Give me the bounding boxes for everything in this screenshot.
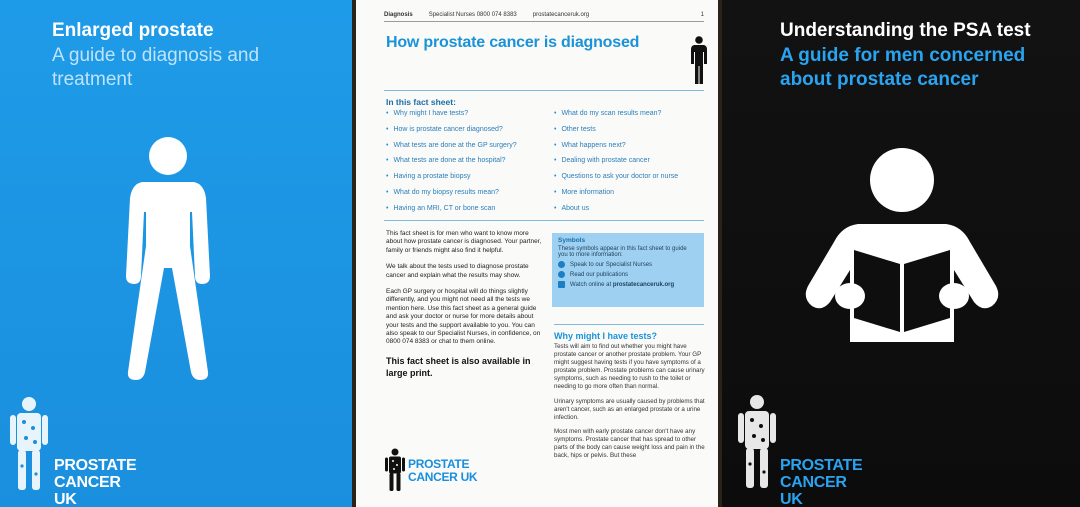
symbol-row (558, 281, 698, 288)
standing-man-icon (118, 136, 218, 382)
toc-item: • Why might I have tests? (386, 110, 517, 126)
toc-column-1 (386, 110, 517, 221)
brand-logo-text: PROSTATE CANCER UK (780, 457, 863, 507)
toc-item: • About us (554, 205, 678, 221)
divider (554, 324, 704, 325)
symbol-row (558, 271, 698, 278)
nurse-icon (558, 261, 565, 268)
logo-figure-icon (736, 394, 778, 490)
fact-sheet-page (356, 0, 718, 507)
symbol-label: Read our publications (570, 271, 629, 278)
fact-sheet-title: How prostate cancer is diagnosed (386, 34, 640, 51)
psa-test-booklet (722, 0, 1080, 507)
paragraph: Each GP surgery or hospital will do things slightly differently, and you might not need all the tests we mention here. Use this fact sheet as a general guide and ask your doctor or nurse for more details about your tests and the support available to you. You can also speak to our Specialist Nurses, in confidence, on 0800 074 8383 or chat to them online. (386, 288, 541, 346)
divider (384, 90, 704, 91)
page-header (384, 12, 704, 22)
toc-item: • More information (554, 189, 678, 205)
booklet-subtitle: A guide for men concerned about prostate cancer (780, 45, 1026, 90)
booklet-title: Enlarged prostate (52, 20, 214, 41)
symbol-label: Watch online at (570, 281, 612, 288)
toc-item: • Other tests (554, 126, 678, 142)
header-nurses: Specialist Nurses 0800 074 8383 (428, 12, 517, 18)
symbol-row (558, 261, 698, 268)
standing-man-icon (690, 36, 708, 86)
enlarged-prostate-booklet (0, 0, 352, 507)
symbols-intro: These symbols appear in this fact sheet to guide you to more information: (558, 246, 687, 258)
symbols-heading: Symbols (558, 237, 586, 244)
toc-item: • What do my scan results mean? (554, 110, 678, 126)
paragraph: We talk about the tests used to diagnose prostate cancer and explain what the results may show. (386, 263, 529, 279)
toc-column-2 (554, 110, 678, 221)
publication-icon (558, 271, 565, 278)
header-tag: Diagnosis (384, 12, 413, 18)
man-reading-icon (802, 146, 1000, 342)
header-site: prostatecanceruk.org (532, 12, 590, 18)
booklet-title: Understanding the PSA test (780, 20, 1031, 41)
logo-figure-icon (384, 448, 406, 492)
toc-item: • What tests are done at the GP surgery? (386, 142, 517, 158)
why-text (554, 343, 706, 466)
symbols-box (552, 233, 704, 307)
booklet-subtitle: A guide to diagnosis and treatment (52, 45, 260, 90)
intro-text (386, 230, 544, 379)
toc-item: • What tests are done at the hospital? (386, 157, 517, 173)
paragraph: Tests will aim to find out whether you might have prostate cancer or another prostate problem. Your GP might suggest having tests if you have symptoms of a prostate problem. Prostate problems can cause urinary symptoms, such as needing to rush to the toilet or needing to go more often than normal. (554, 343, 705, 391)
page-number: 1 (700, 12, 704, 18)
symbol-link: prostatecanceruk.org (612, 281, 675, 288)
brand-logo-text: PROSTATE CANCER UK (54, 457, 137, 507)
toc-item: • Questions to ask your doctor or nurse (554, 173, 678, 189)
toc-item: • What do my biopsy results mean? (386, 189, 517, 205)
toc-item: • How is prostate cancer diagnosed? (386, 126, 517, 142)
paragraph: Urinary symptoms are usually caused by problems that aren't cancer, such as an enlarged prostate or a urine infection. (554, 397, 705, 421)
toc-item: • Having a prostate biopsy (386, 173, 517, 189)
toc-item: • Dealing with prostate cancer (554, 157, 678, 173)
toc-heading: In this fact sheet: (386, 97, 456, 107)
toc-item: • What happens next? (554, 142, 678, 158)
brand-logo-text: PROSTATE CANCER UK (408, 457, 478, 484)
divider (384, 220, 704, 221)
logo-figure-icon (8, 396, 50, 492)
video-icon (558, 281, 565, 288)
paragraph: Most men with early prostate cancer don't have any symptoms. Prostate cancer that has spread to other parts of the body can cause weight loss and pain in the back, hips or pelvis. But these (554, 427, 705, 460)
toc-item: • Having an MRI, CT or bone scan (386, 205, 517, 221)
symbol-label: Speak to our Specialist Nurses (570, 261, 653, 268)
large-print-note: This fact sheet is also available in large print. (386, 355, 531, 378)
paragraph: This fact sheet is for men who want to know more about how prostate cancer is diagnosed. Your partner, family or friends might also find it helpful. (386, 230, 542, 254)
section-heading: Why might I have tests? (554, 331, 658, 341)
